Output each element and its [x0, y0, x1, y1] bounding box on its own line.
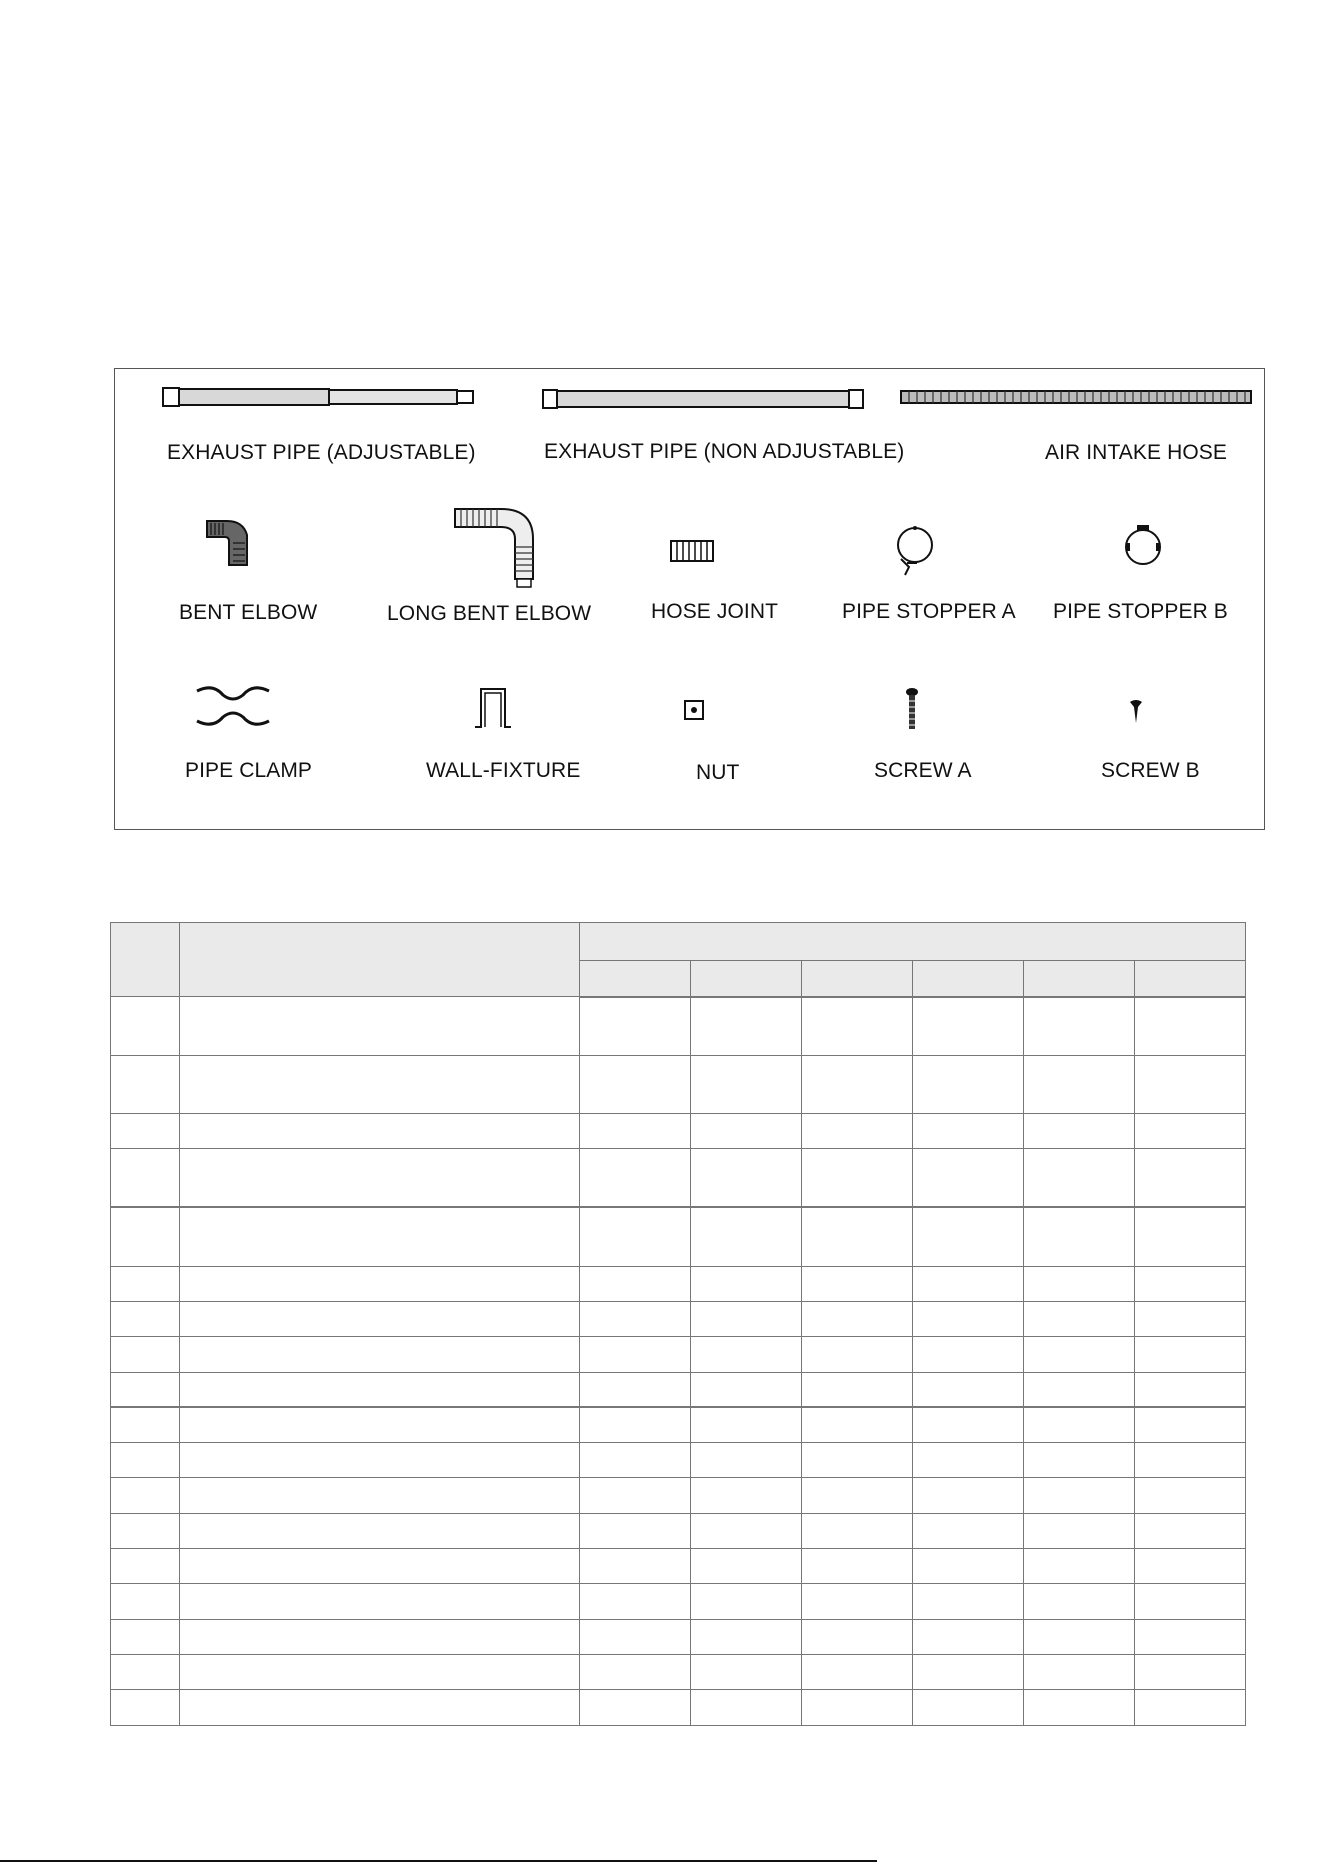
- subheader-cell: [1024, 961, 1135, 997]
- pipe-clamp-icon: [193, 683, 273, 729]
- air-intake-hose-icon: [899, 387, 1253, 407]
- header-group-cell: [580, 923, 1246, 961]
- table-row: [111, 1584, 1246, 1619]
- spec-table: [110, 922, 1245, 1726]
- table-row: [111, 1443, 1246, 1478]
- long-bent-elbow-icon: [449, 503, 543, 589]
- screw-a-label: SCREW A: [874, 759, 972, 782]
- subheader-cell: [802, 961, 913, 997]
- table-row: [111, 1407, 1246, 1442]
- table-row: [111, 1337, 1246, 1372]
- table-row: [111, 1619, 1246, 1654]
- header-cell: [180, 923, 580, 997]
- exhaust-pipe-adjustable-icon: [161, 385, 487, 409]
- header-cell: [111, 923, 180, 997]
- air-intake-hose-label: AIR INTAKE HOSE: [1045, 441, 1227, 464]
- table-row: [111, 1478, 1246, 1513]
- hose-joint-icon: [669, 539, 715, 563]
- pipe-stopper-a-icon: [893, 523, 937, 583]
- table-row: [111, 1690, 1246, 1726]
- wall-fixture-icon: [473, 685, 515, 729]
- pipe-stopper-b-icon: [1121, 521, 1165, 571]
- screw-b-label: SCREW B: [1101, 759, 1200, 782]
- subheader-cell: [580, 961, 691, 997]
- exhaust-pipe-non-adjustable-label: EXHAUST PIPE (NON ADJUSTABLE): [544, 440, 905, 463]
- table-row: [111, 1207, 1246, 1266]
- pipe-stopper-a-label: PIPE STOPPER A: [842, 600, 1016, 623]
- pipe-stopper-b-label: PIPE STOPPER B: [1053, 600, 1228, 623]
- subheader-cell: [1135, 961, 1246, 997]
- subheader-cell: [691, 961, 802, 997]
- table-row: [111, 1549, 1246, 1584]
- long-bent-elbow-label: LONG BENT ELBOW: [387, 602, 592, 625]
- table-row: [111, 1114, 1246, 1149]
- nut-icon: [683, 699, 705, 721]
- exhaust-pipe-non-adjustable-icon: [541, 387, 871, 411]
- screw-a-icon: [905, 687, 919, 731]
- hose-joint-label: HOSE JOINT: [651, 600, 779, 623]
- bent-elbow-icon: [203, 513, 261, 571]
- table-row: [111, 1301, 1246, 1336]
- table-row: [111, 1655, 1246, 1690]
- table-row: [111, 1513, 1246, 1548]
- spec-table-grid: [110, 922, 1246, 1726]
- table-row: [111, 1372, 1246, 1407]
- footer-rule: [0, 1860, 877, 1862]
- table-row: [111, 1055, 1246, 1114]
- screw-b-icon: [1129, 699, 1143, 725]
- wall-fixture-label: WALL-FIXTURE: [426, 759, 581, 782]
- pipe-clamp-label: PIPE CLAMP: [185, 759, 313, 782]
- parts-panel: [114, 368, 1265, 830]
- table-row: [111, 997, 1246, 1056]
- table-header-row: [111, 923, 1246, 961]
- bent-elbow-label: BENT ELBOW: [179, 601, 318, 624]
- subheader-cell: [913, 961, 1024, 997]
- exhaust-pipe-adjustable-label: EXHAUST PIPE (ADJUSTABLE): [167, 441, 476, 464]
- table-row: [111, 1266, 1246, 1301]
- nut-label: NUT: [696, 761, 740, 784]
- table-row: [111, 1149, 1246, 1208]
